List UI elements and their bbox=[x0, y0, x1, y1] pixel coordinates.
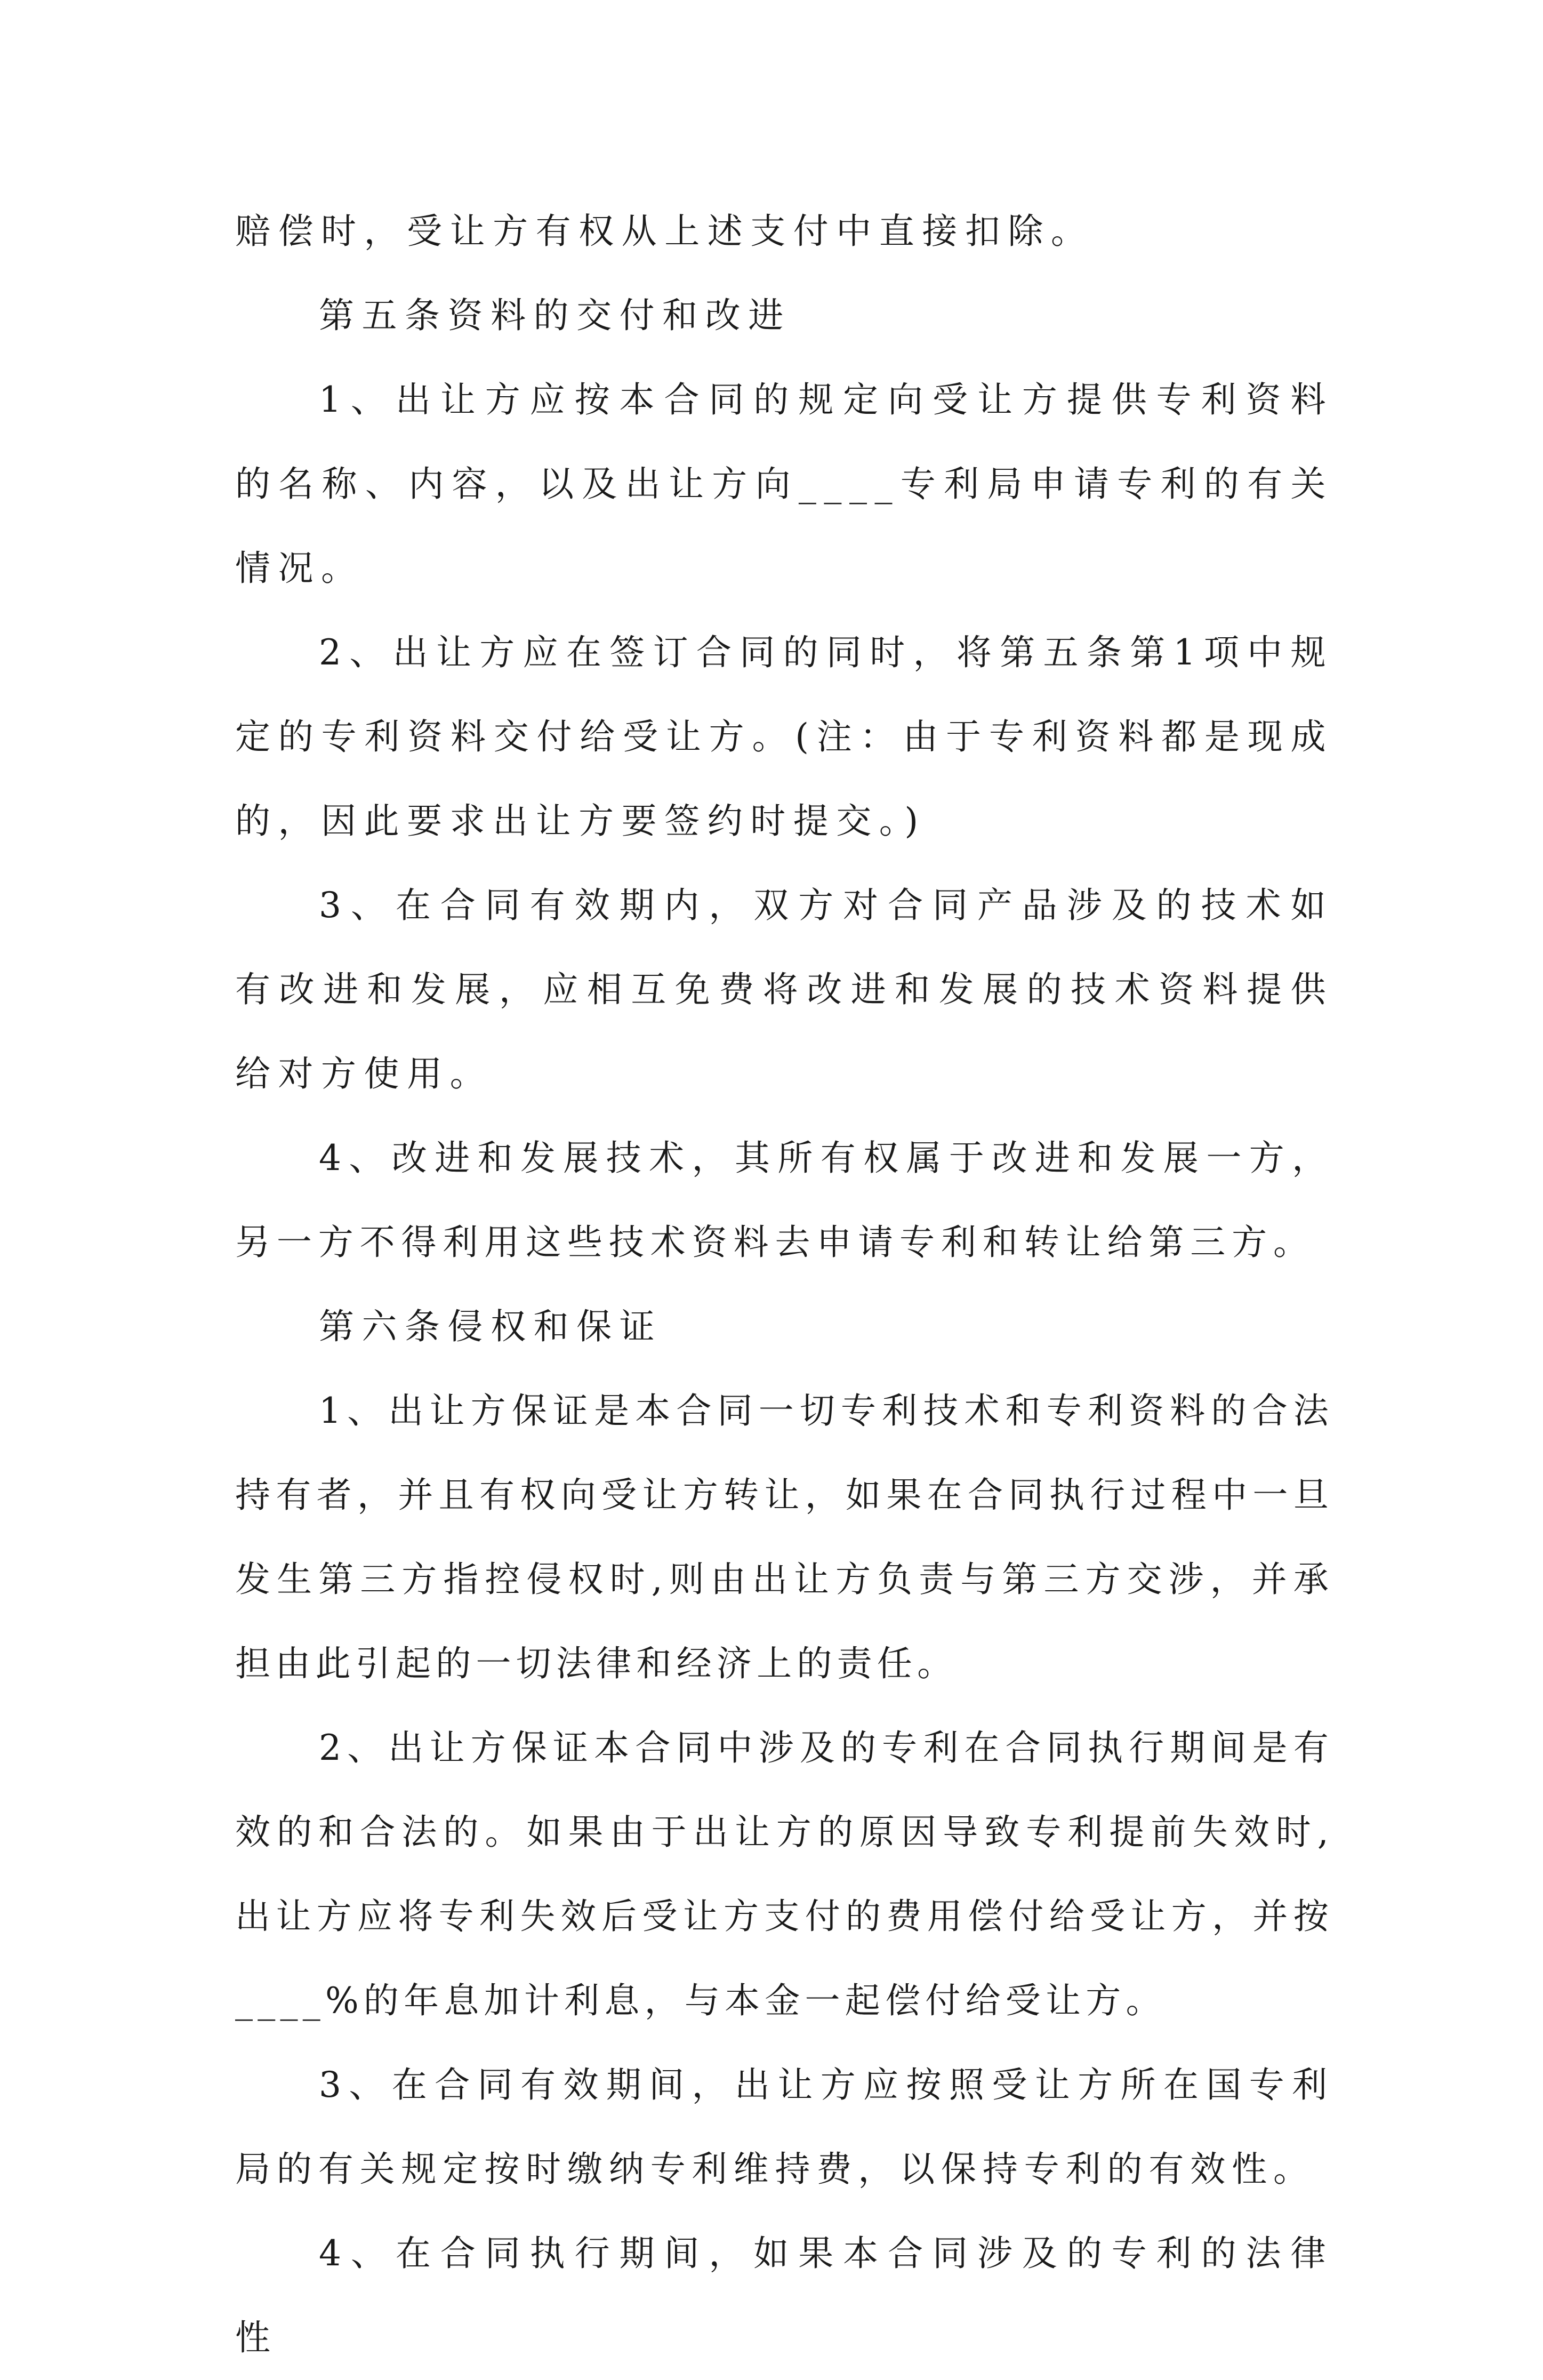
clause-6-2: 2、出让方保证本合同中涉及的专利在合同执行期间是有效的和合法的。如果由于出让方的原因导致专利提前失效时,出让方应将专利失效后受让方支付的费用偿付给受让方，并按____%的年息加计利息，与本金一起偿付给受让方。 bbox=[235, 1727, 1333, 2021]
clause-5-4: 4、改进和发展技术，其所有权属于改进和发展一方，另一方不得利用这些技术资料去申请专利和转让给第三方。 bbox=[235, 1137, 1333, 1263]
clause-5-1: 1、出让方应按本合同的规定向受让方提供专利资料的名称、内容，以及出让方向____专利局申请专利的有关情况。 bbox=[235, 379, 1333, 589]
document-body bbox=[235, 189, 1333, 2380]
section-heading-article-5: 第五条资料的交付和改进 bbox=[319, 295, 791, 336]
clause-5-3: 3、在合同有效期内，双方对合同产品涉及的技术如有改进和发展，应相互免费将改进和发展的技术资料提供给对方使用。 bbox=[235, 885, 1333, 1094]
paragraph-continuation: 赔偿时，受让方有权从上述支付中直接扣除。 bbox=[235, 211, 1094, 252]
clause-6-1: 1、出让方保证是本合同一切专利技术和专利资料的合法持有者，并且有权向受让方转让，如果在合同执行过程中一旦发生第三方指控侵权时,则由出让方负责与第三方交涉，并承担由此引起的一切法律和经济上的责任。 bbox=[235, 1390, 1333, 1684]
clause-6-3: 3、在合同有效期间，出让方应按照受让方所在国专利局的有关规定按时缴纳专利维持费，以保持专利的有效性。 bbox=[235, 2064, 1333, 2190]
section-heading-article-6: 第六条侵权和保证 bbox=[319, 1306, 663, 1347]
clause-5-2: 2、出让方应在签订合同的同时，将第五条第1项中规定的专利资料交付给受让方。(注：由于专利资料都是现成的，因此要求出让方要签约时提交。) bbox=[235, 632, 1333, 842]
clause-6-4: 4、在合同执行期间，如果本合同涉及的专利的法律性 bbox=[235, 2233, 1333, 2358]
